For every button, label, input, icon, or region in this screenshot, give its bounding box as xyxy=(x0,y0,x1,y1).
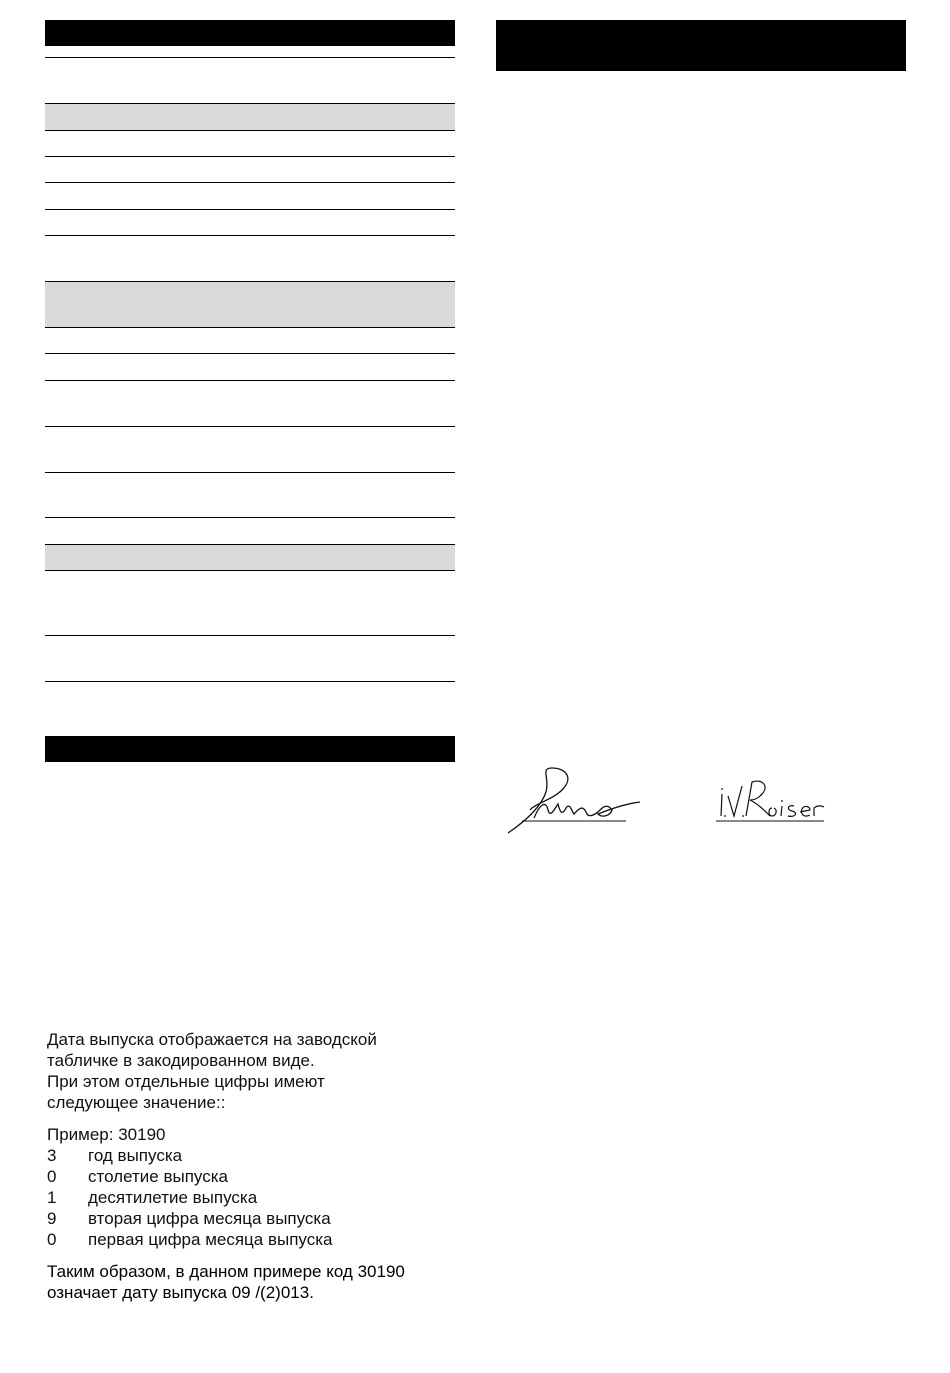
date-code-meaning: вторая цифра месяца выпуска xyxy=(88,1209,331,1228)
date-code-meaning: десятилетие выпуска xyxy=(88,1188,258,1207)
table-rule xyxy=(45,281,455,282)
table-rule xyxy=(45,380,455,381)
table-rule xyxy=(45,426,455,427)
date-code-meaning: год выпуска xyxy=(88,1146,183,1165)
table-rule xyxy=(45,472,455,473)
table-rule xyxy=(45,103,455,104)
date-code-digit: 9 xyxy=(47,1209,57,1228)
table-rule xyxy=(45,209,455,210)
table-rule xyxy=(45,327,455,328)
date-code-digit: 3 xyxy=(47,1146,57,1165)
date-code-intro-line: следующее значение:: xyxy=(47,1093,226,1112)
table-rule xyxy=(45,156,455,157)
date-code-intro-line: Дата выпуска отображается на заводской xyxy=(47,1030,377,1049)
table-rule xyxy=(45,544,455,545)
table-rule xyxy=(45,130,455,131)
left-table-header-bar xyxy=(45,20,455,46)
table-rule xyxy=(45,570,455,571)
date-code-meaning: первая цифра месяца выпуска xyxy=(88,1230,333,1249)
table-section-shaded-row xyxy=(45,545,455,570)
date-code-example-label: Пример: 30190 xyxy=(47,1125,166,1144)
table-section-shaded-row xyxy=(45,104,455,130)
signature-second-image xyxy=(712,772,832,828)
table-rule xyxy=(45,517,455,518)
date-code-digit: 1 xyxy=(47,1188,57,1207)
signature-first-image xyxy=(500,760,650,840)
table-rule xyxy=(45,353,455,354)
date-code-digit: 0 xyxy=(47,1230,57,1249)
date-code-meaning: столетие выпуска xyxy=(88,1167,228,1186)
table-rule xyxy=(45,681,455,682)
table-section-shaded-row xyxy=(45,282,455,327)
table-rule xyxy=(45,635,455,636)
date-code-section-header-bar xyxy=(45,736,455,762)
table-rule xyxy=(45,57,455,58)
date-code-conclusion-line: Таким образом, в данном примере код 30190 xyxy=(47,1262,405,1281)
table-rule xyxy=(45,182,455,183)
date-code-intro-line: табличке в закодированном виде. xyxy=(47,1051,315,1070)
table-rule xyxy=(45,235,455,236)
right-column-header-bar xyxy=(496,20,906,71)
date-code-conclusion-line: означает дату выпуска 09 /(2)013. xyxy=(47,1283,314,1302)
date-code-intro-line: При этом отдельные цифры имеют xyxy=(47,1072,325,1091)
date-code-digit: 0 xyxy=(47,1167,57,1186)
